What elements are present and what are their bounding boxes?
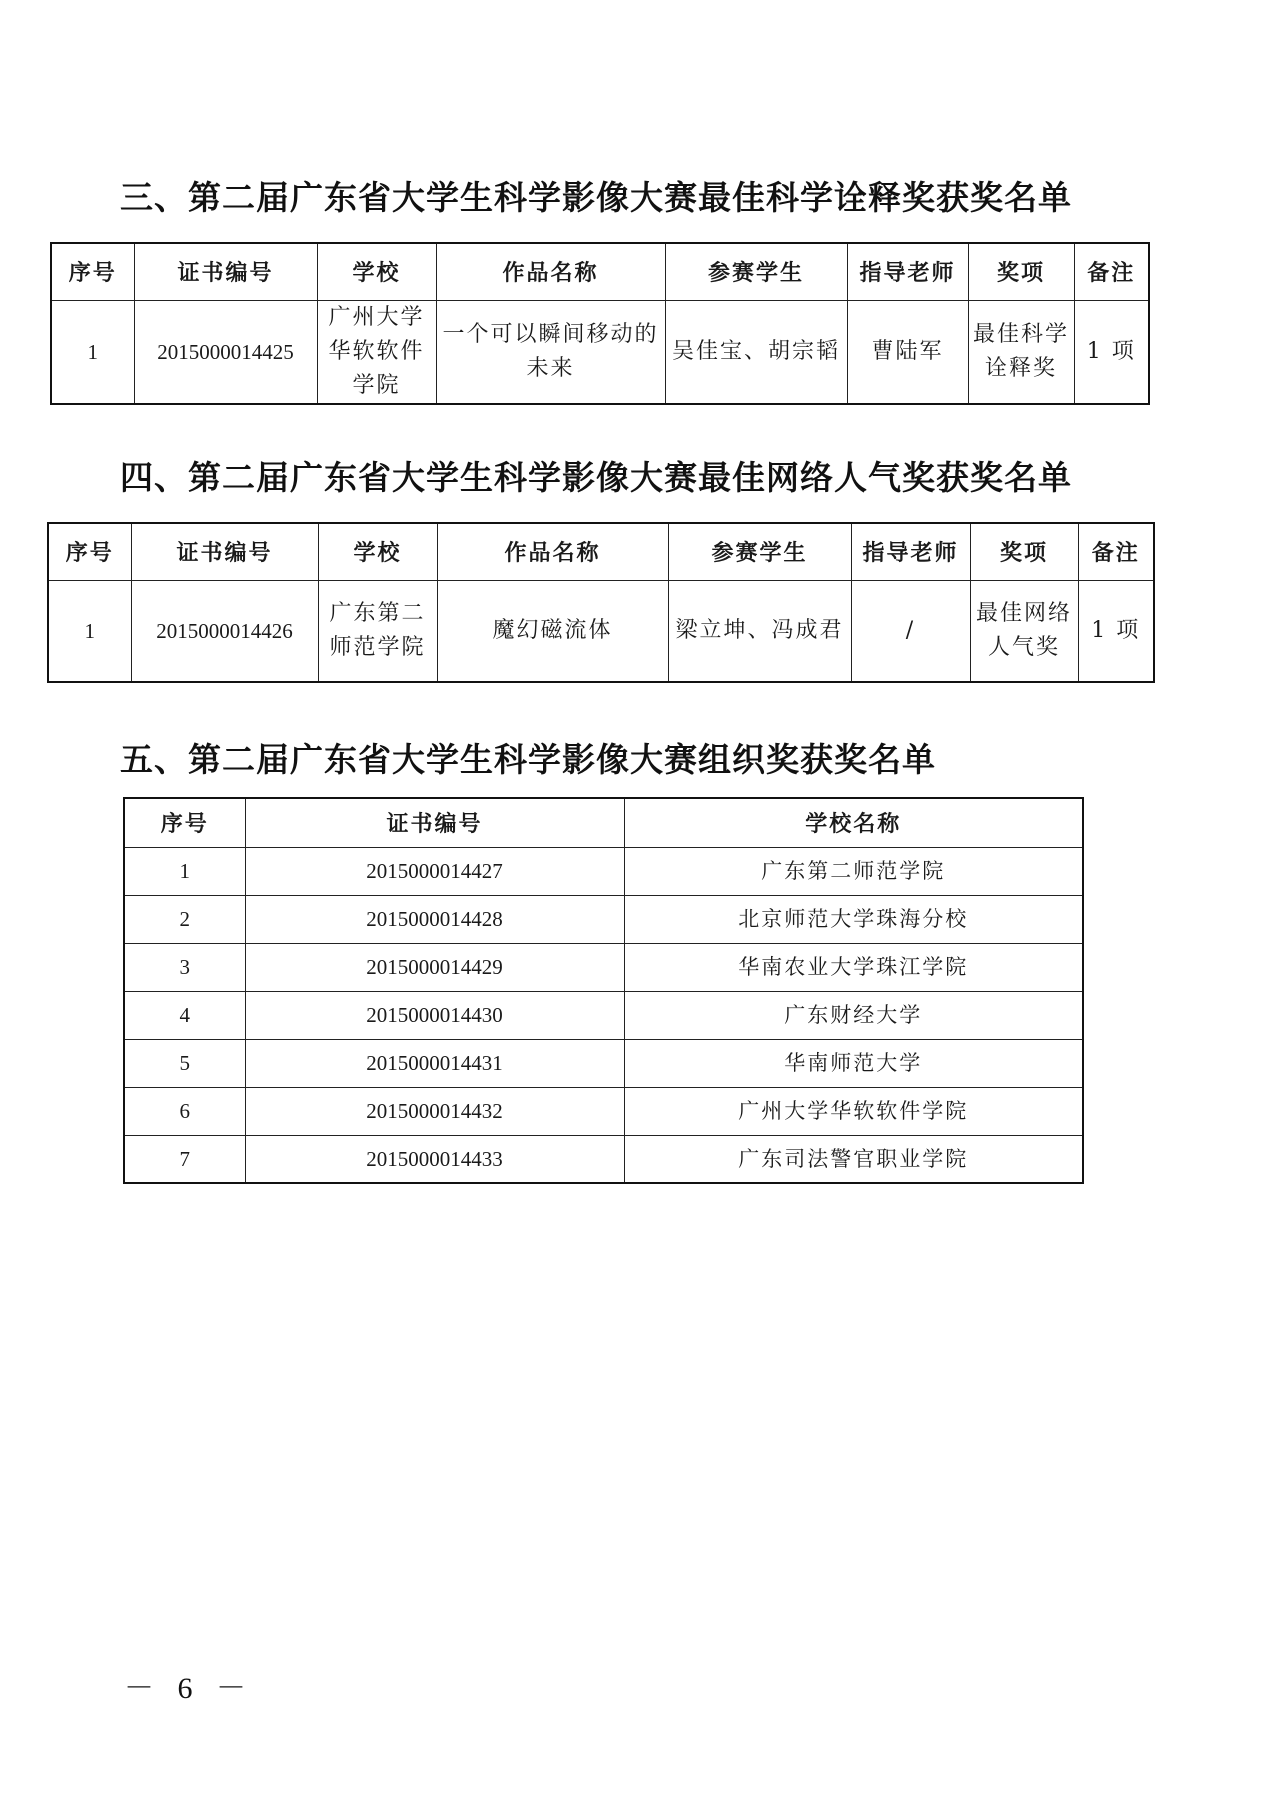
row-award: 最佳网络人气奖 bbox=[970, 580, 1078, 682]
row-school-name: 广东财经大学 bbox=[624, 991, 1083, 1039]
row-index: 2 bbox=[124, 895, 245, 943]
table-header-row bbox=[124, 798, 1083, 847]
table-row bbox=[124, 847, 1083, 895]
header-award: 奖项 bbox=[968, 243, 1074, 300]
row-index: 1 bbox=[48, 580, 131, 682]
header-work-title: 作品名称 bbox=[437, 523, 668, 580]
header-cert-number: 证书编号 bbox=[134, 243, 317, 300]
section5-heading: 五、第二届广东省大学生科学影像大赛组织奖获奖名单 bbox=[120, 740, 936, 779]
page-number: － 6 － bbox=[124, 1672, 254, 1705]
row-cert-number: 2015000014432 bbox=[245, 1087, 624, 1135]
row-students: 吴佳宝、胡宗韬 bbox=[665, 300, 847, 404]
row-teacher: 曹陆军 bbox=[847, 300, 968, 404]
row-cert-number: 2015000014427 bbox=[245, 847, 624, 895]
row-cert-number: 2015000014425 bbox=[134, 300, 317, 404]
row-award: 最佳科学诠释奖 bbox=[968, 300, 1074, 404]
row-index: 5 bbox=[124, 1039, 245, 1087]
row-index: 7 bbox=[124, 1135, 245, 1183]
header-cert-number: 证书编号 bbox=[131, 523, 318, 580]
best-online-popularity-table bbox=[47, 522, 1155, 683]
header-students: 参赛学生 bbox=[665, 243, 847, 300]
row-school-name: 广东第二师范学院 bbox=[624, 847, 1083, 895]
row-cert-number: 2015000014426 bbox=[131, 580, 318, 682]
row-school: 广东第二师范学院 bbox=[318, 580, 437, 682]
header-index: 序号 bbox=[48, 523, 131, 580]
row-cert-number: 2015000014431 bbox=[245, 1039, 624, 1087]
best-science-interpretation-table bbox=[50, 242, 1150, 405]
header-note: 备注 bbox=[1074, 243, 1149, 300]
table-row bbox=[124, 1039, 1083, 1087]
header-cert-number: 证书编号 bbox=[245, 798, 624, 847]
header-school: 学校 bbox=[318, 523, 437, 580]
row-note: 1 项 bbox=[1078, 580, 1154, 682]
row-school: 广州大学华软软件学院 bbox=[317, 300, 436, 404]
table-row bbox=[51, 300, 1149, 404]
header-award: 奖项 bbox=[970, 523, 1078, 580]
row-cert-number: 2015000014428 bbox=[245, 895, 624, 943]
header-teacher: 指导老师 bbox=[847, 243, 968, 300]
row-school-name: 北京师范大学珠海分校 bbox=[624, 895, 1083, 943]
table-row bbox=[124, 1087, 1083, 1135]
row-work-title: 一个可以瞬间移动的未来 bbox=[436, 300, 665, 404]
header-school-name: 学校名称 bbox=[624, 798, 1083, 847]
row-note: 1 项 bbox=[1074, 300, 1149, 404]
table-row bbox=[124, 943, 1083, 991]
header-work-title: 作品名称 bbox=[436, 243, 665, 300]
row-index: 3 bbox=[124, 943, 245, 991]
row-school-name: 广州大学华软软件学院 bbox=[624, 1087, 1083, 1135]
table-row bbox=[124, 895, 1083, 943]
header-note: 备注 bbox=[1078, 523, 1154, 580]
table-row bbox=[124, 1135, 1083, 1183]
row-index: 4 bbox=[124, 991, 245, 1039]
section4-heading: 四、第二届广东省大学生科学影像大赛最佳网络人气奖获奖名单 bbox=[120, 458, 1072, 497]
row-cert-number: 2015000014429 bbox=[245, 943, 624, 991]
organization-award-table bbox=[123, 797, 1084, 1184]
header-students: 参赛学生 bbox=[668, 523, 851, 580]
row-school-name: 华南师范大学 bbox=[624, 1039, 1083, 1087]
header-index: 序号 bbox=[51, 243, 134, 300]
row-work-title: 魔幻磁流体 bbox=[437, 580, 668, 682]
row-index: 1 bbox=[124, 847, 245, 895]
row-cert-number: 2015000014430 bbox=[245, 991, 624, 1039]
row-teacher: / bbox=[851, 580, 970, 682]
section3-heading: 三、第二届广东省大学生科学影像大赛最佳科学诠释奖获奖名单 bbox=[120, 178, 1072, 217]
row-school-name: 广东司法警官职业学院 bbox=[624, 1135, 1083, 1183]
row-school-name: 华南农业大学珠江学院 bbox=[624, 943, 1083, 991]
header-teacher: 指导老师 bbox=[851, 523, 970, 580]
table-header-row bbox=[48, 523, 1154, 580]
table-row bbox=[124, 991, 1083, 1039]
table-row bbox=[48, 580, 1154, 682]
header-school: 学校 bbox=[317, 243, 436, 300]
table-header-row bbox=[51, 243, 1149, 300]
row-index: 6 bbox=[124, 1087, 245, 1135]
row-students: 梁立坤、冯成君 bbox=[668, 580, 851, 682]
row-cert-number: 2015000014433 bbox=[245, 1135, 624, 1183]
row-index: 1 bbox=[51, 300, 134, 404]
header-index: 序号 bbox=[124, 798, 245, 847]
